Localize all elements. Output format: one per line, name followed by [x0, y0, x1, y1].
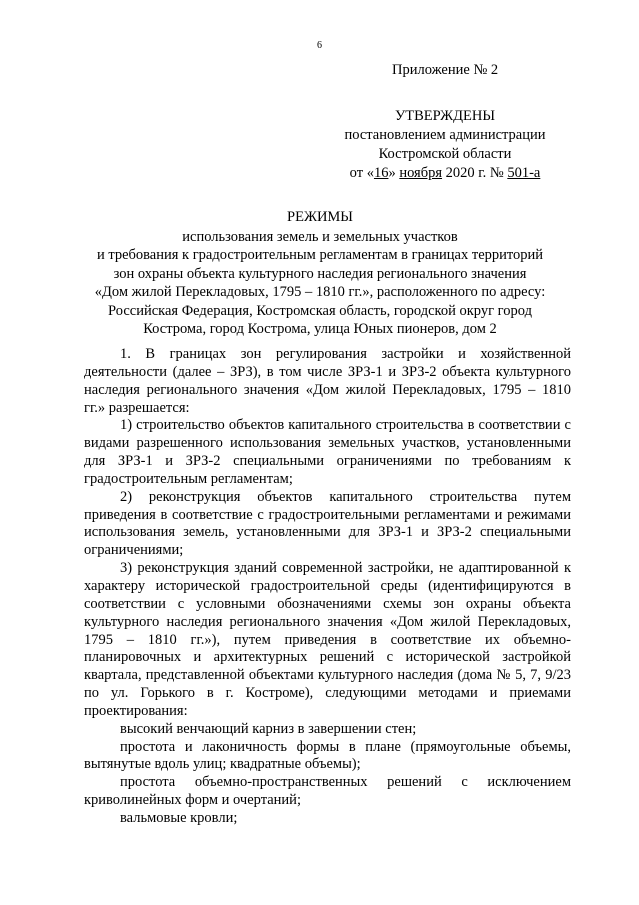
title-line: использования земель и земельных участков [182, 228, 458, 245]
title-line: Российская Федерация, Костромская область, городской округ город [108, 302, 532, 319]
region-name: Костромской области [378, 146, 512, 162]
date-mid: » [388, 165, 400, 181]
approved-by: постановлением администрации [344, 127, 546, 143]
date-year: 2020 г. № [442, 165, 508, 181]
paragraph: вальмовые кровли; [120, 809, 238, 826]
title-line: Кострома, город Кострома, улица Юных пионеров, дом 2 [143, 321, 497, 337]
paragraph: 3) реконструкция зданий современной застройки, не адаптированной к характеру исторической градостроительной среды (идентифицируются в соответствии с условными обозначениями схемы зон охраны объекта культурного наследия регионального значения «Дом жилой Перекладовых, 1795 – 1810 гг.»), путем приведения в соответствие их объемно-планировочных и архитектурных решений с исторической застройкой квартала, представленной объектами культурного наследия (дома № 5, 7, 9/23 по ул. Горького в г. Костроме), следующими методами и приемами проектирования: [84, 560, 571, 719]
title-line: зон охраны объекта культурного наследия регионального значения [113, 265, 527, 282]
paragraph: 1) строительство объектов капитального строительства в соответствии с видами разрешенного использования земельных участков, установленными для ЗРЗ-1 и ЗРЗ-2 специальными ограничениями по требованиям к градостроительным регламентам; [84, 417, 571, 487]
page-number: 6 [317, 40, 322, 51]
date-day: 16 [373, 165, 389, 181]
document-title [70, 208, 570, 339]
appendix-label: Приложение № 2 [392, 62, 499, 78]
approved-heading: УТВЕРЖДЕНЫ [394, 108, 496, 124]
doc-number: 501-а [507, 165, 541, 181]
paragraph: простота объемно-пространственных решений с исключением криволинейных форм и очертаний; [84, 774, 571, 809]
approval-block [330, 107, 560, 183]
paragraph: 1. В границах зон регулирования застройки и хозяйственной деятельности (далее – ЗРЗ), в том числе ЗРЗ-1 и ЗРЗ-2 объекта культурного наследия регионального значения «Дом жилой Перекладовых, 1795 – 1810 гг.» разрешается: [84, 346, 571, 416]
paragraph: высокий венчающий карниз в завершении стен; [120, 720, 417, 737]
title-line: и требования к градостроительным регламентам в границах территорий [96, 247, 544, 263]
paragraph: 2) реконструкция объектов капитального строительства путем приведения в соответствие с градостроительными регламентами и режимами использования земель, установленными для ЗРЗ-1 и ЗРЗ-2 специальными ограничениями; [84, 488, 571, 559]
paragraph: простота и лаконичность формы в плане (прямоугольные объемы, вытянутые вдоль улиц; квадратные объемы); [84, 738, 571, 773]
title-main: РЕЖИМЫ [287, 209, 353, 225]
date-month: ноября [399, 165, 443, 181]
date-prefix: от « [349, 165, 374, 181]
document-body [84, 346, 571, 828]
approval-date-line [330, 164, 560, 183]
title-line: «Дом жилой Перекладовых, 1795 – 1810 гг.», расположенного по адресу: [94, 284, 546, 300]
